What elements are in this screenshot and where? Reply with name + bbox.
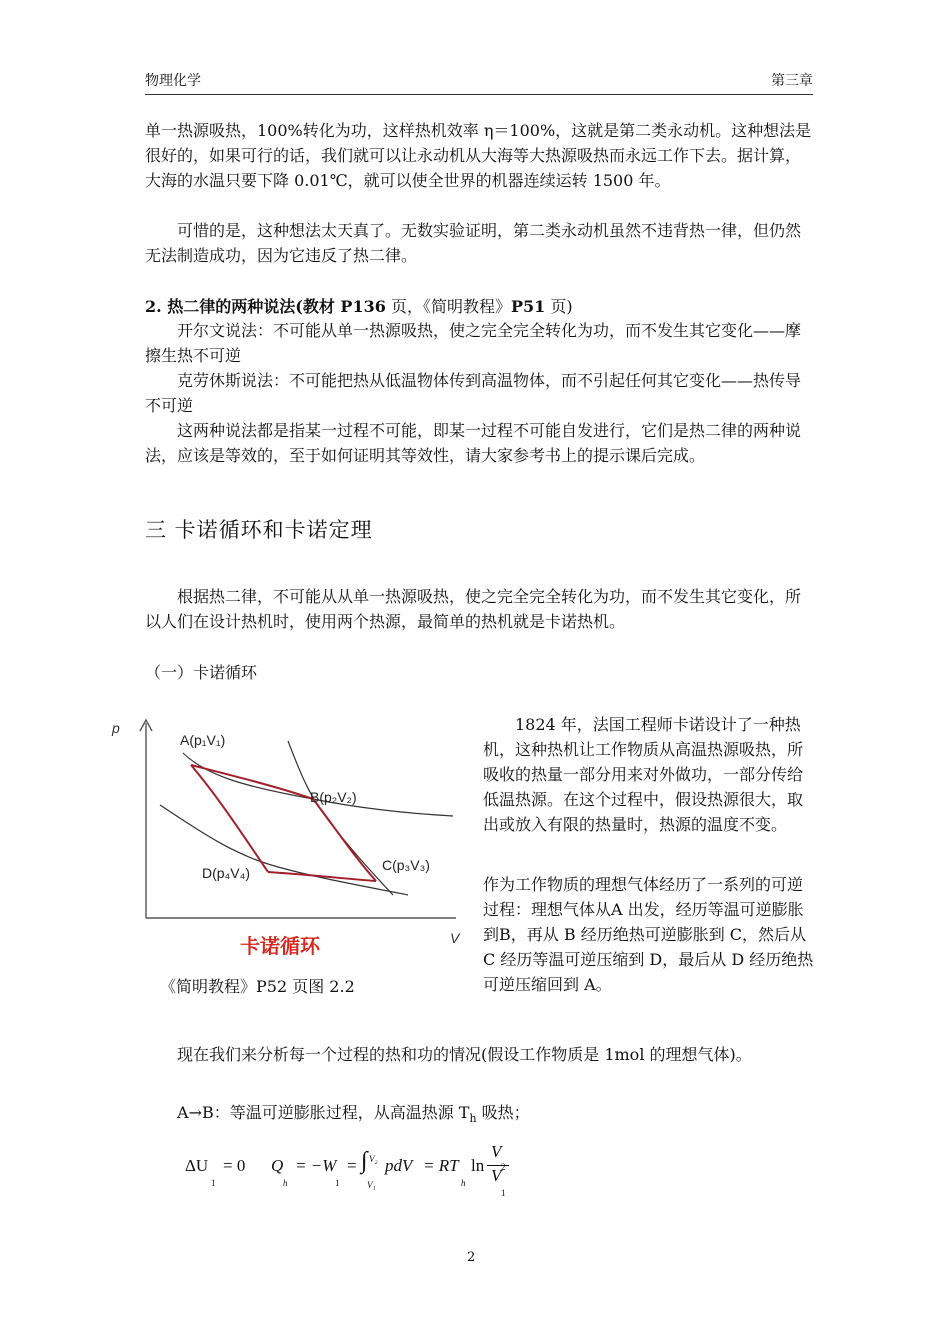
eq-sub-2: 2 xyxy=(501,1162,506,1172)
eq-sub-h2: h xyxy=(461,1178,466,1188)
eq-sub-1: 1 xyxy=(211,1178,216,1188)
section-2-title-e: 页) xyxy=(545,297,573,316)
eq-numerator: V xyxy=(491,1142,502,1161)
equation-ab xyxy=(185,1142,585,1208)
eq-pdv: pdV xyxy=(385,1156,413,1175)
curve-b-c xyxy=(313,799,376,881)
eq-zero: = 0 xyxy=(223,1156,246,1175)
eq-sub-h: h xyxy=(283,1178,288,1188)
paragraph-naive: 可惜的是，这种想法太天真了。无数实验证明，第二类永动机虽然不违背热一律，但仍然无法制造成功，因为它违反了热二律。 xyxy=(145,221,802,265)
curve-d-a xyxy=(191,765,268,872)
paragraph-perpetual-motion: 单一热源吸热，100%转化为功，这样热机效率 η＝100%，这就是第二类永动机。这种想法是很好的，如果可行的话，我们就可以让永动机从大海等大热源吸热而永远工作下去。据计算，大海的水温只要下降 0.01℃，就可以使全世界的机器连续运转 1500 年。 xyxy=(145,121,812,190)
paragraph-carnot-engine: 根据热二律，不可能从从单一热源吸热，使之完全完全转化为功，而不发生其它变化，所以人们在设计热机时，使用两个热源，最简单的热机就是卡诺热机。 xyxy=(145,587,802,631)
page-header xyxy=(145,68,813,95)
figure-caption: 《简明教程》P52 页图 2.2 xyxy=(160,977,355,996)
section-2-number: 2. xyxy=(145,297,162,316)
eq-equals: = xyxy=(347,1156,357,1175)
eq-delta-u: ΔU xyxy=(185,1156,209,1175)
eq-rt: = RT xyxy=(423,1156,459,1175)
section-2-title-b: P136 xyxy=(340,297,386,316)
eq-ln: ln xyxy=(471,1156,485,1175)
eq-int-top: V₂ xyxy=(369,1154,378,1164)
ab-sub-h: h xyxy=(469,1112,477,1126)
subsection-title: （一）卡诺循环 xyxy=(145,663,258,682)
adiabat-right-ext xyxy=(288,741,393,895)
paragraph-analysis: 现在我们来分析每一个过程的热和功的情况(假设工作物质是 1mol 的理想气体)。 xyxy=(177,1045,752,1064)
label-c: C(p₃V₃) xyxy=(382,857,430,873)
eq-sub-1b: 1 xyxy=(335,1178,340,1188)
y-axis-label: p xyxy=(112,720,120,736)
label-b: B(p₂V₂) xyxy=(310,789,357,805)
ab-process-line xyxy=(145,1100,813,1131)
header-left: 物理化学 xyxy=(145,73,201,89)
eq-q: Q xyxy=(271,1156,284,1175)
figure-title: 卡诺循环 xyxy=(240,934,320,955)
paragraph-clausius: 克劳休斯说法：不可能把热从低温物体传到高温物体，而不引起任何其它变化——热传导不可逆 xyxy=(145,371,802,415)
header-right: 第三章 xyxy=(771,73,813,89)
paragraph-equivalence: 这两种说法都是指某一过程不可能，即某一过程不可能自发进行，它们是热二律的两种说法，应该是等效的，至于如何证明其等效性，请大家参考书上的提示课后完成。 xyxy=(145,421,802,465)
section-3-title: 三 卡诺循环和卡诺定理 xyxy=(145,518,373,542)
carnot-cycle-diagram xyxy=(108,715,463,955)
section-2-title-d: P51 xyxy=(510,297,546,316)
page-number: 2 xyxy=(467,1250,476,1265)
paragraph-kelvin: 开尔文说法：不可能从单一热源吸热，使之完全完全转化为功，而不发生其它变化——摩擦生热不可逆 xyxy=(145,321,802,365)
curve-c-d xyxy=(268,872,376,881)
eq-sub-1c: 1 xyxy=(501,1188,506,1198)
carnot-cycle-figure xyxy=(108,715,463,955)
eq-minus-w: = −W xyxy=(295,1156,337,1175)
section-2-title-a: 热二律的两种说法(教材 xyxy=(161,297,341,316)
curve-a-b xyxy=(191,765,313,799)
paragraph-process: 作为工作物质的理想气体经历了一系列的可逆过程：理想气体从A 出发，经历等温可逆膨胀到B，再从 B 经历绝热可逆膨胀到 C，然后从 C 经历等温可逆压缩到 D，最后从 D 经历绝热可逆压缩回到 A。 xyxy=(483,875,814,994)
paragraph-carnot-history: 1824 年，法国工程师卡诺设计了一种热机，这种热机让工作物质从高温热源吸热，所吸收的热量一部分用来对外做功，一部分传给低温热源。在这个过程中，假设热源很大，取出或放入有限的热量时，热源的温度不变。 xyxy=(483,715,804,834)
ab-text-end: 吸热； xyxy=(476,1103,530,1122)
section-2-heading xyxy=(145,294,813,319)
ab-text: A→B：等温可逆膨胀过程，从高温热源 T xyxy=(177,1103,470,1122)
eq-int-bottom: V₁ xyxy=(367,1180,376,1190)
label-d: D(p₄V₄) xyxy=(202,865,250,881)
label-a: A(p₁V₁) xyxy=(180,732,226,748)
x-axis-label: V xyxy=(450,930,460,946)
eq-integral: ∫ xyxy=(361,1148,368,1174)
section-2-title-c: 页，《简明教程》 xyxy=(385,297,511,316)
eq-denominator: V xyxy=(491,1166,502,1185)
